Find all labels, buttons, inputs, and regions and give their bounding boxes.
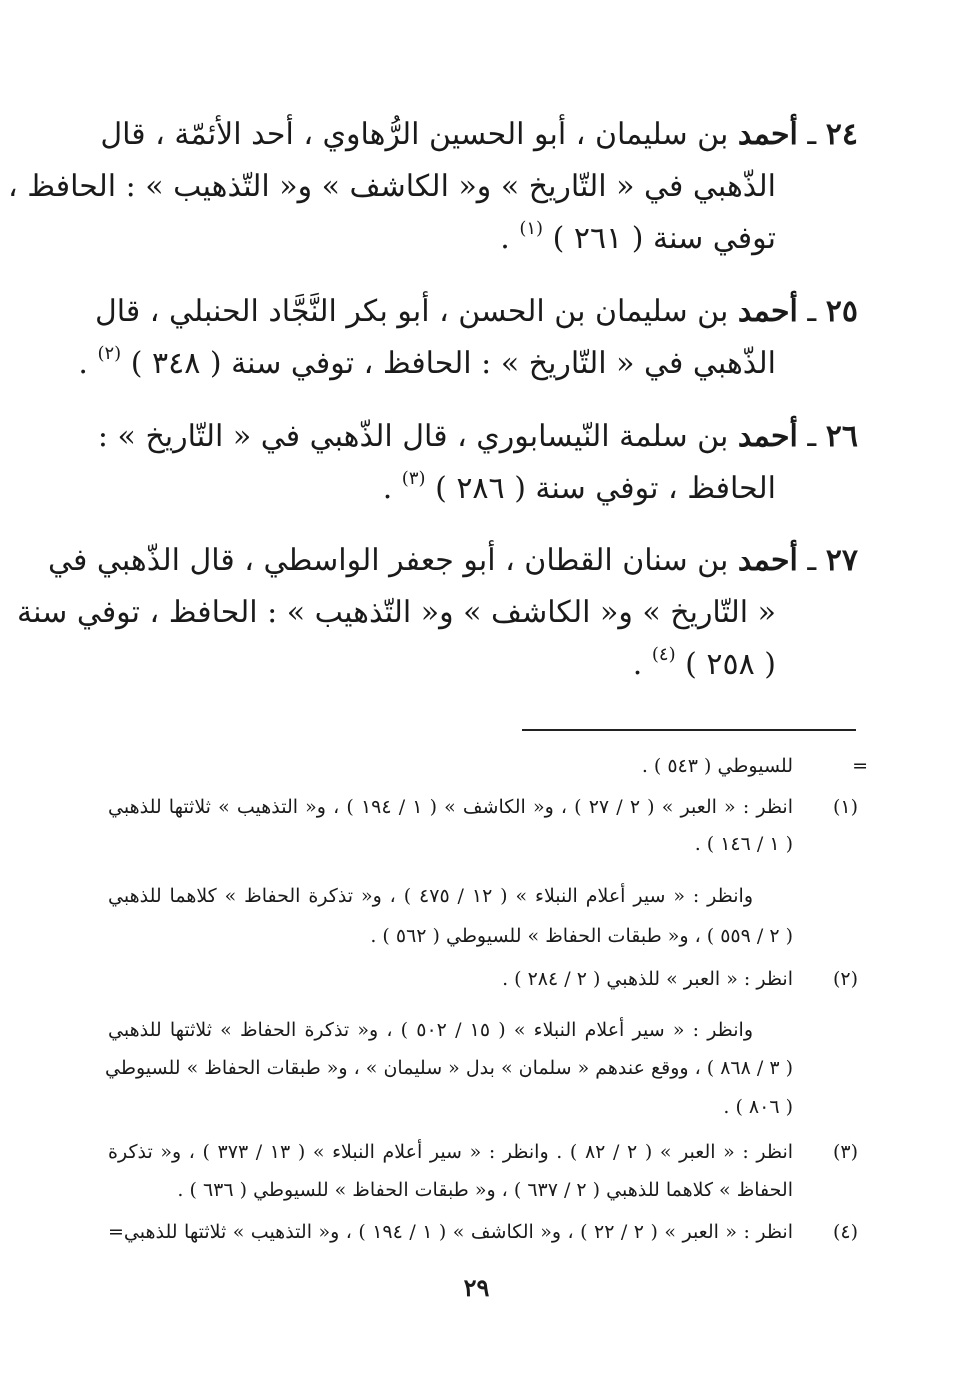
entry-number: ٢٦ — [825, 419, 858, 454]
footnote-marker: (٣) — [832, 1141, 858, 1163]
footnote-line: ( ١ / ١٤٦ ) . — [694, 833, 793, 855]
footnote-separator — [522, 729, 856, 731]
entry-line: الذّهبي في « التّاريخ » و« الكاشف » و« التّذهيب » : الحافظ ، — [8, 169, 776, 204]
entry-end: . — [78, 346, 88, 381]
footnote-line: انظر : « العبر » ( ٢ / ٢٧ ) ، و« الكاشف » ( ١ / ١٩٤ ) ، و« التذهيب » ثلاثتها للذهبي — [108, 796, 793, 818]
entry-dash: ـ — [797, 419, 817, 454]
entry-dash: ـ — [797, 117, 817, 152]
entry-line — [78, 344, 776, 384]
entry-number: ٢٤ — [825, 117, 858, 152]
footnote-reference[interactable]: (٣) — [401, 468, 426, 489]
footnote-line: انظر : « العبر » ( ٢ / ٢٢ ) ، و« الكاشف » ( ١ / ١٩٤ ) ، و« التذهيب » ثلاثتها للذهبي= — [108, 1221, 793, 1243]
entry-name: أحمد — [737, 419, 798, 454]
footnote-line: وانظر : « سير أعلام النبلاء » ( ١٥ / ٥٠٢ ) ، و« تذكرة الحفاظ » ثلاثتها للذهبي — [108, 1019, 754, 1041]
entry-text: بن سليمان بن الحسن ، أبو بكر النَّجَّاد الحنبلي ، قال — [94, 294, 729, 329]
entry-text: بن سنان القطان ، أبو جعفر الواسطي ، قال الذّهبي في — [47, 543, 729, 578]
entry-end: . — [500, 221, 510, 256]
footnote-line: الحفاظ » كلاهما للذهبي ( ٢ / ٦٣٧ ) ، و« طبقات الحفاظ » للسيوطي ( ٦٣٦ ) . — [177, 1179, 793, 1201]
entry-line — [633, 645, 776, 685]
entry-line — [97, 417, 858, 457]
entry-name: أحمد — [737, 117, 798, 152]
footnote-marker: (٤) — [832, 1221, 858, 1243]
entry-line — [500, 219, 776, 259]
footnote-line: انظر : « العبر » للذهبي ( ٢ / ٢٨٤ ) . — [502, 968, 793, 990]
footnote-line: وانظر : « سير أعلام النبلاء » ( ١٢ / ٤٧٥ ) ، و« تذكرة الحفاظ » كلاهما للذهبي — [108, 885, 753, 907]
entry-text: الذّهبي في « التّاريخ » : الحافظ ، توفي سنة ( ٣٤٨ ) — [130, 346, 776, 381]
footnote-continuation-text: للسيوطي ( ٥٤٣ ) . — [641, 755, 793, 777]
entry-text: ( ٢٥٨ ) — [685, 647, 776, 682]
entry-line — [47, 541, 858, 581]
footnote-reference[interactable]: (١) — [519, 218, 544, 239]
footnote-line: ( ٣ / ٨٦٨ ) ، ووقع عندهم « سلمان » بدل « سليمان » ، و« طبقات الحفاظ » للسيوطي — [105, 1057, 793, 1079]
footnote-line: انظر : « العبر » ( ٢ / ٨٢ ) . وانظر : « سير أعلام النبلاء » ( ١٣ / ٣٧٣ ) ، و« تذكرة — [108, 1141, 794, 1163]
entry-number: ٢٧ — [825, 543, 858, 578]
footnote-continuation-marker: = — [852, 755, 868, 777]
entry-line — [383, 469, 776, 509]
entry-text: بن سلمة النّيسابوري ، قال الذّهبي في « التّاريخ » : — [97, 419, 729, 454]
footnote-reference[interactable]: (٢) — [97, 343, 122, 364]
entry-text: الحافظ ، توفي سنة ( ٢٨٦ ) — [435, 471, 776, 506]
page-number: ٢٩ — [463, 1273, 490, 1302]
entry-end: . — [382, 471, 393, 506]
entry-text: بن سليمان ، أبو الحسين الرُّهاوي ، أحد الأئمّة ، قال — [100, 117, 729, 152]
entry-name: أحمد — [737, 543, 798, 578]
footnote-line: ( ٨٠٦ ) . — [723, 1096, 793, 1118]
footnote-marker: (١) — [832, 796, 858, 818]
footnote-marker: (٢) — [832, 968, 858, 990]
entry-dash: ـ — [797, 294, 817, 329]
footnote-line: ( ٢ / ٥٥٩ ) ، و« طبقات الحفاظ » للسيوطي ( ٥٦٢ ) . — [370, 925, 793, 947]
entry-name: أحمد — [737, 294, 798, 329]
entry-text: توفي سنة ( ٢٦١ ) — [552, 221, 776, 256]
entry-dash: ـ — [797, 543, 817, 578]
entry-line — [94, 292, 858, 332]
entry-end: . — [632, 647, 643, 682]
entry-number: ٢٥ — [825, 294, 858, 329]
entry-line — [100, 115, 858, 155]
entry-line: « التّاريخ » و« الكاشف » و« التّذهيب » : الحافظ ، توفي سنة — [17, 595, 776, 630]
footnote-reference[interactable]: (٤) — [651, 644, 676, 665]
